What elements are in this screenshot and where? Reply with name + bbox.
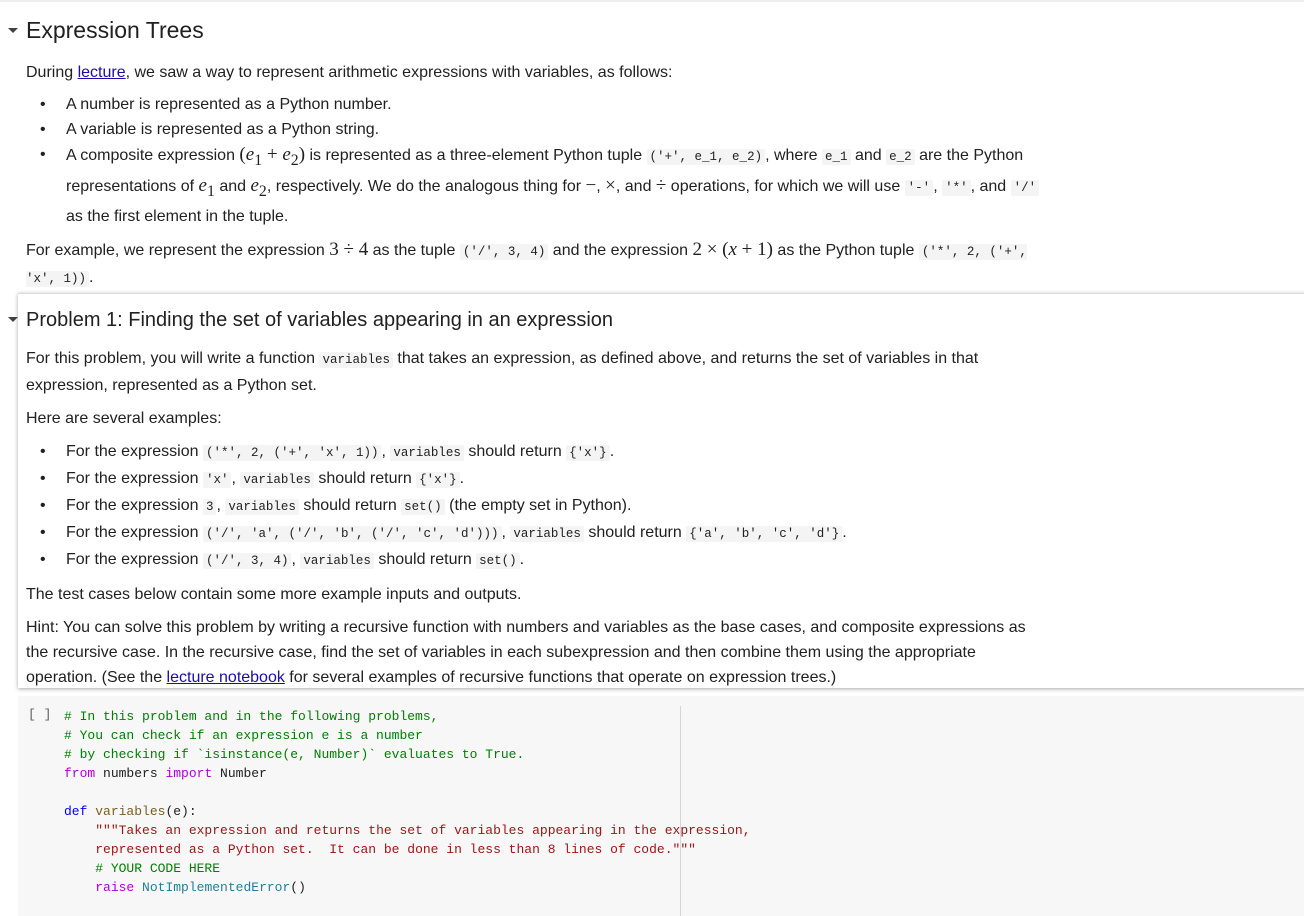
list-item: • For the expression 'x' , variables should return {'x'} . xyxy=(66,466,1046,493)
expression-trees-header xyxy=(0,17,204,44)
list-item: • For the expression ('*', 2, ('+', 'x', 1)) , variables should return {'x'} . xyxy=(66,439,1046,466)
math-expression: $(e_1 + e_2)$ xyxy=(239,144,306,169)
top-divider xyxy=(0,0,1304,2)
inline-code: variables xyxy=(390,445,464,461)
inline-code: {'x'} xyxy=(566,445,610,461)
minus-symbol: − xyxy=(585,174,597,196)
inline-code: set() xyxy=(476,553,520,569)
problem1-body xyxy=(26,346,1046,690)
section-title: Expression Trees xyxy=(26,17,204,43)
code-line: def variables(e): xyxy=(64,804,197,819)
inline-code: '*' xyxy=(942,180,971,196)
code-line: represented as a Python set. It can be done in less than 8 lines of code.""" xyxy=(95,842,696,857)
inline-code: ('/', 'a', ('/', 'b', ('/', 'c', 'd'))) xyxy=(203,526,502,542)
inline-code: {'a', 'b', 'c', 'd'} xyxy=(686,526,842,542)
code-cell[interactable] xyxy=(18,696,1304,916)
code-line: # YOUR CODE HERE xyxy=(95,861,221,876)
code-line: # In this problem and in the following problems, xyxy=(64,709,439,724)
inline-code: '-' xyxy=(905,180,934,196)
list-item: • A composite expression $(e_1 + e_2)$ is represented as a three-element Python tuple ('+', e_1, e_2) , where e_1 and e_2 are the Python representations of $e_1$ and $e_2$, respectively. We do the analogous thing for −, ×, and ÷ operations, for which we will use '-' , '*' , and '/' as the first element in the tuple. xyxy=(66,142,1046,229)
representation-list xyxy=(26,92,1046,229)
times-symbol: × xyxy=(605,174,616,196)
list-item: • A number is represented as a Python number. xyxy=(66,92,1046,117)
code-line: # You can check if an expression e is a number xyxy=(64,728,423,743)
inline-code: variables xyxy=(510,526,584,542)
collapse-caret-icon[interactable] xyxy=(0,307,26,333)
math-expression: $e_1$ xyxy=(198,174,215,200)
intro-paragraph xyxy=(26,60,1046,85)
test-cases-note: The test cases below contain some more example inputs and outputs. xyxy=(26,586,522,603)
hint-paragraph: Hint: You can solve this problem by writing a recursive function with numbers and variables as the base cases, and composite expressions as the recursive case. In the recursive case, find the set of variables in each subexpression and then combine them using the appropriate operation. (See the lecture notebook for several examples of recursive functions that operate on expression trees.) xyxy=(26,619,1026,686)
inline-code: variables xyxy=(300,553,374,569)
inline-code: e_1 xyxy=(822,149,851,165)
divide-symbol: ÷ xyxy=(655,174,667,196)
code-line: # by checking if `isinstance(e, Number)` evaluates to True. xyxy=(64,747,525,762)
problem-title: Problem 1: Finding the set of variables appearing in an expression xyxy=(26,308,614,331)
collapse-caret-icon[interactable] xyxy=(0,18,26,44)
run-cell-button[interactable]: [ ] xyxy=(28,707,52,722)
code-line: from numbers import Number xyxy=(64,766,267,781)
math-expression: $e_2$ xyxy=(250,174,267,200)
examples-list xyxy=(26,439,1046,574)
inline-code: set() xyxy=(401,499,445,515)
inline-code: ('*', 2, ('+', 'x', 1)) xyxy=(26,244,1027,286)
inline-code: 'x' xyxy=(203,472,232,488)
math-expression: 2 × (x + 1) xyxy=(692,238,773,260)
lecture-link[interactable]: lecture xyxy=(77,64,126,81)
code-line: """Takes an expression and returns the set of variables appearing in the expression, xyxy=(95,823,751,838)
code-editor[interactable] xyxy=(64,707,1300,897)
inline-code: ('+', e_1, e_2) xyxy=(647,149,766,165)
intro-text: , we saw a way to represent arithmetic expressions with variables, as follows: xyxy=(125,64,673,81)
inline-code: {'x'} xyxy=(416,472,460,488)
inline-code: e_2 xyxy=(886,149,915,165)
inline-code: ('/', 3, 4) xyxy=(203,553,292,569)
code-line xyxy=(64,783,1300,802)
list-item: • For the expression 3 , variables should return set() (the empty set in Python). xyxy=(66,493,1046,520)
problem1-header xyxy=(0,307,613,333)
examples-heading: Here are several examples: xyxy=(26,410,222,427)
inline-code: '/' xyxy=(1011,180,1040,196)
list-item: • For the expression ('/', 3, 4) , variables should return set() . xyxy=(66,547,1046,574)
inline-code: variables xyxy=(319,352,393,368)
inline-code: variables xyxy=(225,499,299,515)
problem-intro: For this problem, you will write a function variables that takes an expression, as defined above, and returns the set of variables in that expression, represented as a Python set. xyxy=(26,350,979,394)
list-item: • For the expression ('/', 'a', ('/', 'b', ('/', 'c', 'd'))) , variables should return {'a', 'b', 'c', 'd'} . xyxy=(66,520,1046,547)
list-item: • A variable is represented as a Python string. xyxy=(66,117,1046,142)
inline-code: 3 xyxy=(203,499,217,515)
intro-text: During xyxy=(26,64,78,81)
example-paragraph: For example, we represent the expression 3 ÷ 4 as the tuple ('/', 3, 4) and the expression 2 × (x + 1) as the Python tuple ('*', 2, ('+', 'x', 1)) . xyxy=(26,238,1027,286)
inline-code: variables xyxy=(240,472,314,488)
inline-code: ('/', 3, 4) xyxy=(460,244,549,260)
inline-code: ('*', 2, ('+', 'x', 1)) xyxy=(203,445,382,461)
math-expression: 3 ÷ 4 xyxy=(329,238,369,260)
lecture-notebook-link[interactable]: lecture notebook xyxy=(166,669,285,686)
expression-trees-body xyxy=(26,60,1046,292)
code-line: raise NotImplementedError() xyxy=(95,880,306,895)
